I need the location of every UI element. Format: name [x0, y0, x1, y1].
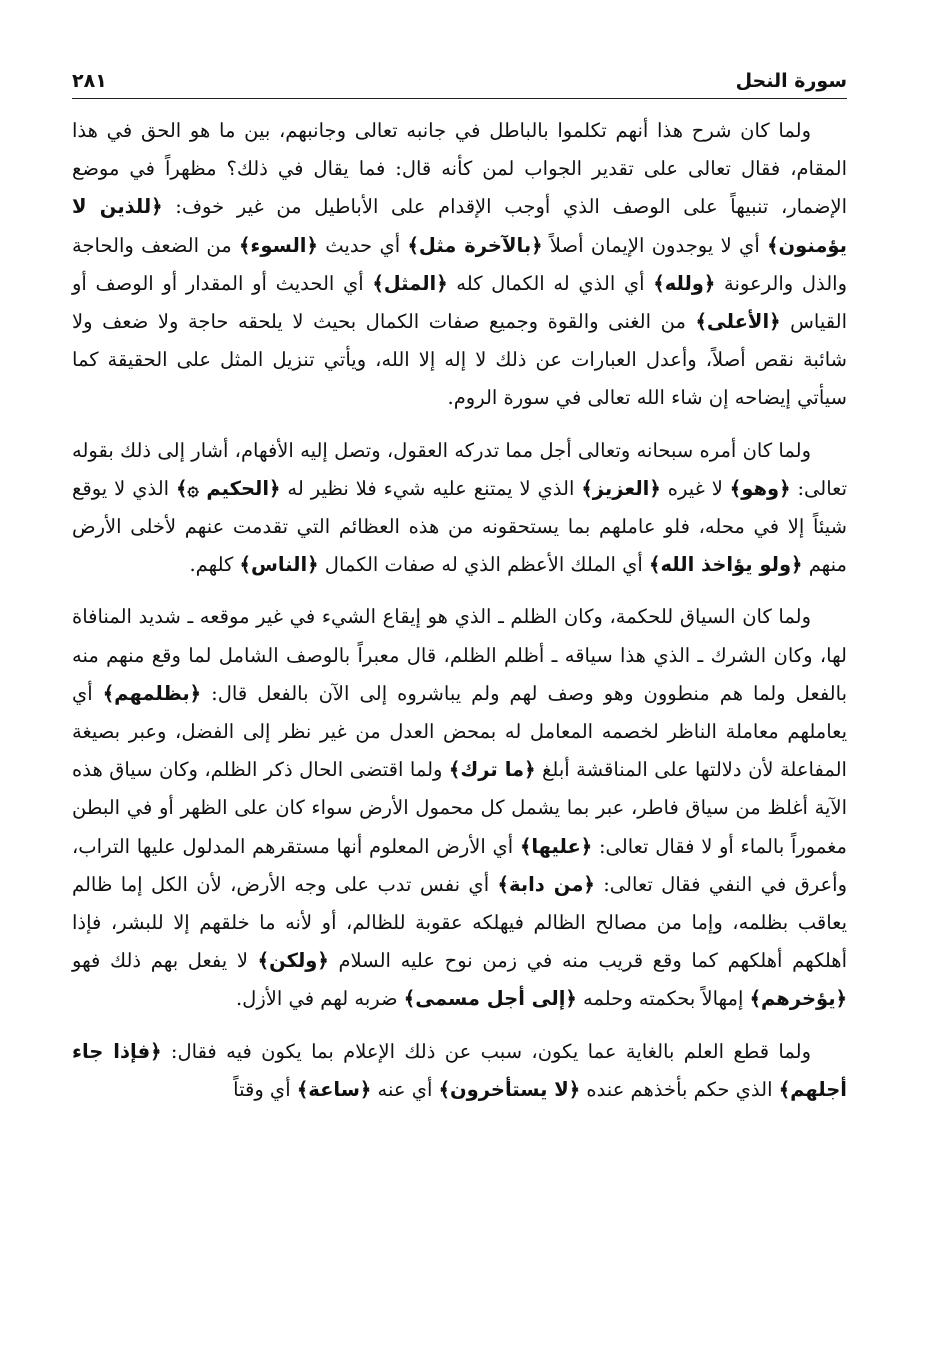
- paragraph-4: [72, 1033, 847, 1109]
- quran-quote: ﴿العزيز﴾: [581, 476, 661, 500]
- text-run: ولما اقتضى الحال ذكر الظلم، وكان سياق هذه الآية أغلظ من سياق فاطر، عبر بما يشمل كل محمول الأرض سواء كان على الظهر أو في البطن مغموراً بالماء أو لا فقال تعالى:: [72, 758, 847, 858]
- quran-quote: ﴿السوء﴾: [239, 233, 318, 257]
- text-run: ضربه لهم في الأزل.: [235, 987, 404, 1011]
- quran-quote: ﴿عليها﴾: [519, 834, 593, 858]
- quran-quote: ﴿المثل﴾: [372, 271, 448, 295]
- text-run: أي نفس تدب على وجه الأرض، لأن الكل إما ظالم يعاقب بظلمه، وإما من مصالح الظالم فيهلكه عقوبة للظالم، أو لأنه ما خلقهم إلا للبشر، فإذا أهلكهم أهلكهم كما وقع قريب منه في زمن نوح عليه السلام: [72, 872, 847, 973]
- quran-quote: ﴿للذين لا يؤمنون﴾: [72, 195, 847, 257]
- commentary-body: [72, 112, 847, 1123]
- quran-quote: ﴿الناس﴾: [239, 553, 319, 577]
- quran-quote: ﴿وهو﴾: [729, 476, 791, 500]
- text-run: ولما كان السياق للحكمة، وكان الظلم ـ الذي هو إيقاع الشيء في غير موقعه ـ شديد المنافاة لها، وكان الشرك ـ الذي هذا سياقه ـ أظلم الظلم، قال معبراً بالوصف الشامل لما وقع منهم منه بالفعل ولما هم منطوون وهو وصف لهم ولم يباشروه إلى الآن بالفعل قال:: [72, 605, 847, 705]
- quran-quote: ﴿بالآخرة مثل﴾: [407, 233, 543, 257]
- text-run: أي عنه: [371, 1077, 439, 1101]
- text-run: الذي لا يمتنع عليه شيء فلا نظير له: [280, 476, 582, 500]
- text-run: أي الذي له الكمال كله: [447, 271, 654, 295]
- text-run: الذي لا يوقع شيئاً إلا في محله، فلو عاملهم بما يستحقونه من هذه العظائم التي تقدمت عنهم لأخلى الأرض منهم: [72, 476, 847, 577]
- text-run: إمهالاً بحكمته وحلمه: [576, 987, 750, 1011]
- text-run: لا يفعل بهم ذلك فهو: [72, 949, 258, 973]
- paragraph-2: [72, 432, 847, 585]
- quran-quote: ﴿بظلمهم﴾: [102, 681, 202, 705]
- text-run: ولما كان أمره سبحانه وتعالى أجل مما تدركه العقول، وتصل إليه الأفهام، أشار إلى ذلك بقوله تعالى:: [72, 438, 847, 500]
- text-run: ولما كان شرح هذا أنهم تكلموا بالباطل في جانبه تعالى وجانبهم، بين ما هو الحق في هذا المقام، فقال تعالى على تقدير الجواب لمن كأنه قال: فما يقال في ذلك؟ مظهراً في موضع الإضمار، تنبيهاً على الوصف الذي أوجب الإقدام على الأباطيل من غير خوف:: [72, 119, 847, 219]
- text-run: أي حديث: [317, 233, 408, 257]
- quran-quote: ﴿ما ترك﴾: [448, 758, 536, 782]
- text-run: من الضعف والحاجة والذل والرعونة: [72, 233, 847, 295]
- quran-quote: ﴿الأعلى﴾: [695, 310, 781, 334]
- text-run: أي الملك الأعظم الذي له صفات الكمال: [318, 553, 650, 577]
- text-run: أي يعاملهم معاملة الناظر لخصمه المعامل له بمحض العدل من غير نظر إلى الفضل، وعبر بصيغة المفاعلة لأن دلالتها على المناقشة أبلغ: [72, 681, 847, 782]
- quran-quote: ﴿ساعة﴾: [296, 1077, 372, 1101]
- text-run: أي الأرض المعلوم أنها مستقرهم المدلول عليها التراب، وأعرق في النفي فقال تعالى:: [72, 834, 847, 896]
- quran-quote: ﴿يؤخرهم﴾: [749, 987, 847, 1011]
- text-run: أي وقتاً: [233, 1077, 297, 1101]
- text-run: لا غيره: [660, 476, 730, 500]
- text-run: أي الحديث أو المقدار أو الوصف أو القياس: [72, 271, 847, 334]
- quran-quote: ﴿فإذا جاء أجلهم﴾: [72, 1039, 847, 1101]
- text-run: من الغنى والقوة وجميع صفات الكمال بحيث لا يلحقه حاجة ولا ضعف ولا شائبة نقص أصلاً، وأعدل العبارات عن ذلك لا إله إلا الله، ويأتي تنزيل المثل على الحقيقة كما سيأتي إيضاحه إن شاء الله تعالى في سورة الروم.: [72, 310, 847, 410]
- running-header: [72, 58, 847, 92]
- text-run: ولما قطع العلم بالغاية عما يكون، سبب عن ذلك الإعلام بما يكون فيه فقال:: [161, 1039, 811, 1063]
- quran-quote: ﴿من دابة﴾: [497, 872, 595, 896]
- paragraph-3: [72, 598, 847, 1018]
- surah-title: سورة النحل: [735, 70, 847, 92]
- text-run: الذي حكم بأخذهم عنده: [580, 1077, 779, 1101]
- paragraph-1: [72, 112, 847, 418]
- page-number: ٢٨١: [72, 70, 107, 92]
- text-run: أي لا يوجدون الإيمان أصلاً: [542, 233, 768, 257]
- header-rule: [72, 98, 847, 99]
- text-run: كلهم.: [189, 553, 240, 577]
- quran-quote: ﴿ولله﴾: [653, 271, 716, 295]
- quran-quote: ﴿إلى أجل مسمى﴾: [403, 987, 577, 1011]
- quran-quote: ﴿لا يستأخرون﴾: [438, 1077, 581, 1101]
- quran-quote: ﴿الحكيم ۞﴾: [176, 476, 281, 500]
- quran-quote: ﴿ولكن﴾: [257, 949, 329, 973]
- quran-quote: ﴿ولو يؤاخذ الله﴾: [649, 553, 803, 577]
